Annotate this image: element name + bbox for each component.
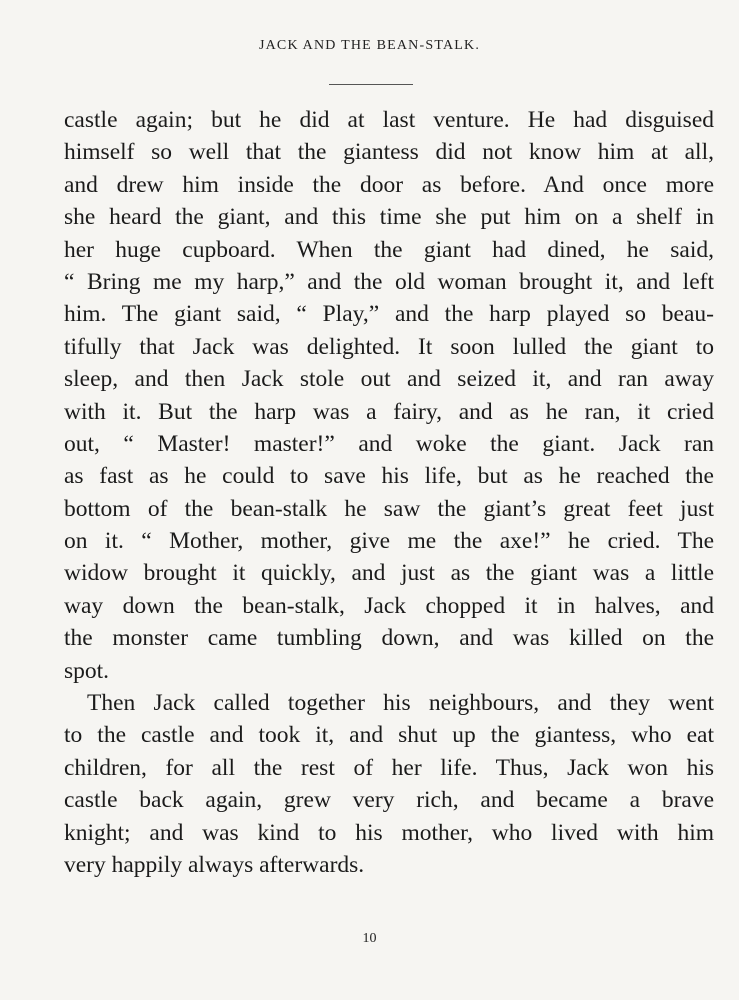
- text-line: she heard the giant, and this time she put him on a shelf in: [64, 204, 714, 231]
- paragraph-1: [64, 104, 714, 687]
- text-line: very happily always afterwards.: [64, 851, 365, 878]
- text-line: her huge cupboard. When the giant had dined, he said,: [64, 236, 714, 263]
- text-line: to the castle and took it, and shut up the giantess, who eat: [64, 722, 714, 749]
- head-rule: [329, 84, 413, 85]
- text-line: widow brought it quickly, and just as the giant was a little: [64, 560, 714, 587]
- text-line: knight; and was kind to his mother, who lived with him: [64, 819, 714, 846]
- text-line: castle again; but he did at last venture. He had disguised: [64, 107, 714, 133]
- paragraph-2: [64, 687, 714, 881]
- text-line: as fast as he could to save his life, but as he reached the: [64, 463, 714, 490]
- text-line: on it. “ Mother, mother, give me the axe!” he cried. The: [64, 528, 714, 555]
- text-line: bottom of the bean-stalk he saw the giant’s great feet just: [64, 495, 714, 522]
- text-line: Then Jack called together his neighbours, and they went: [87, 690, 714, 717]
- text-line: and drew him inside the door as before. And once more: [64, 171, 714, 198]
- text-line: way down the bean-stalk, Jack chopped it in halves, and: [64, 592, 714, 619]
- text-line: with it. But the harp was a fairy, and as he ran, it cried: [64, 398, 714, 425]
- text-line: tifully that Jack was delighted. It soon lulled the giant to: [64, 333, 714, 360]
- text-line: “ Bring me my harp,” and the old woman brought it, and left: [64, 268, 714, 295]
- text-line: the monster came tumbling down, and was killed on the: [64, 625, 714, 652]
- text-line: himself so well that the giantess did not know him at all,: [64, 139, 714, 166]
- text-line: sleep, and then Jack stole out and seized it, and ran away: [64, 366, 714, 393]
- text-line: out, “ Master! master!” and woke the giant. Jack ran: [64, 430, 714, 457]
- text-line: castle back again, grew very rich, and became a brave: [64, 787, 714, 814]
- running-head: JACK AND THE BEAN-STALK.: [258, 38, 481, 53]
- text-line: him. The giant said, “ Play,” and the harp played so beau-: [64, 301, 714, 328]
- page-number: 10: [362, 931, 377, 946]
- text-line: spot.: [64, 657, 110, 684]
- text-line: children, for all the rest of her life. Thus, Jack won his: [64, 754, 714, 781]
- body-text: [64, 104, 714, 881]
